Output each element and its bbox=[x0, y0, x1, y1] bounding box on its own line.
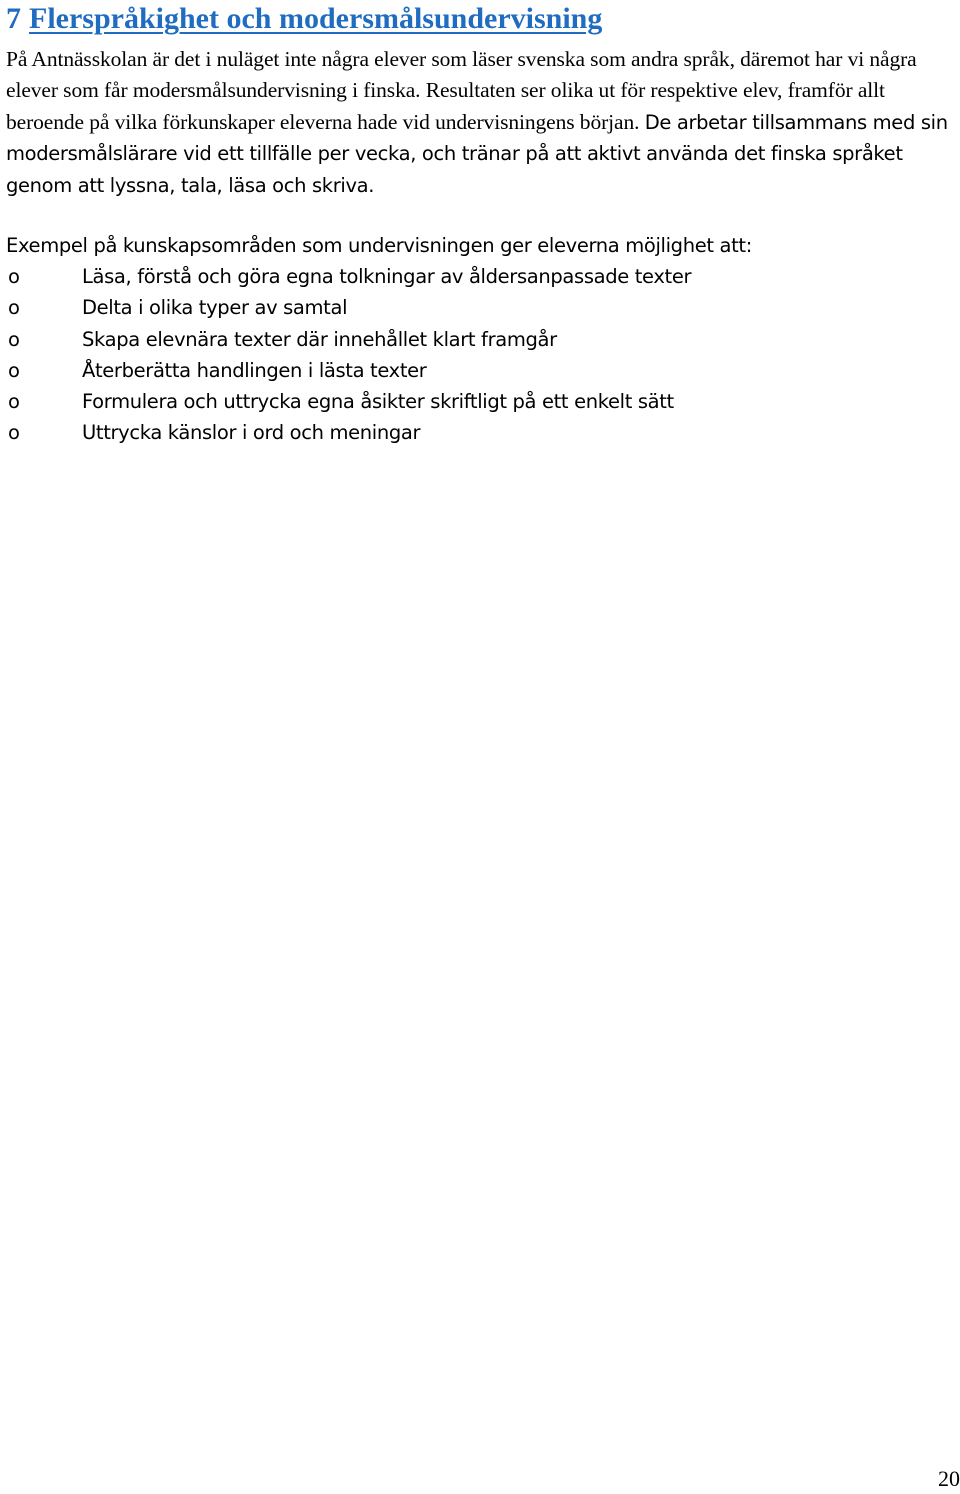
list-item bbox=[6, 324, 956, 355]
bullet-icon: o bbox=[8, 327, 20, 351]
list-item-text: Delta i olika typer av samtal bbox=[82, 296, 348, 320]
list-item bbox=[6, 417, 956, 448]
bullet-icon: o bbox=[8, 358, 20, 382]
list-item-text: Uttrycka känslor i ord och meningar bbox=[82, 421, 421, 445]
bullet-icon: o bbox=[8, 421, 20, 445]
list-item bbox=[6, 355, 956, 386]
list-item-text: Läsa, förstå och göra egna tolkningar av åldersanpassade texter bbox=[82, 265, 692, 289]
page-number: 20 bbox=[938, 1466, 960, 1491]
list-item bbox=[6, 292, 956, 323]
list-item bbox=[6, 261, 956, 292]
list-item-text: Återberätta handlingen i lästa texter bbox=[82, 358, 427, 382]
bullet-icon: o bbox=[8, 296, 20, 320]
list-item bbox=[6, 386, 956, 417]
section-title-link[interactable]: Flerspråkighet och modersmålsundervisning bbox=[29, 2, 603, 35]
paragraph-part-1: På Antnässkolan är det i nuläget inte några elever som läser svenska som andra språk, däremot har vi några elever som får modersmålsundervisning i finska. Resultaten ser olika ut för respektive elev, framför allt beroende på vilka förkunskaper eleverna hade vid undervisningens början. bbox=[6, 47, 917, 134]
paragraph-part-2: De arbetar tillsammans med sin modersmålslärare vid ett tillfälle per vecka, och tränar på att aktivt använda det finska språket genom att lyssna, tala, läsa och skriva. bbox=[6, 110, 948, 197]
bullet-icon: o bbox=[8, 265, 20, 289]
examples-list bbox=[6, 261, 956, 448]
document-page bbox=[6, 0, 956, 448]
list-item-text: Skapa elevnära texter där innehållet klart framgår bbox=[82, 327, 557, 351]
body-paragraph bbox=[6, 44, 956, 201]
section-number: 7 bbox=[6, 2, 21, 35]
examples-intro: Exempel på kunskapsområden som undervisningen ger eleverna möjlighet att: bbox=[6, 234, 752, 258]
list-item-text: Formulera och uttrycka egna åsikter skriftligt på ett enkelt sätt bbox=[82, 390, 674, 414]
bullet-icon: o bbox=[8, 390, 20, 414]
section-heading bbox=[6, 0, 956, 37]
